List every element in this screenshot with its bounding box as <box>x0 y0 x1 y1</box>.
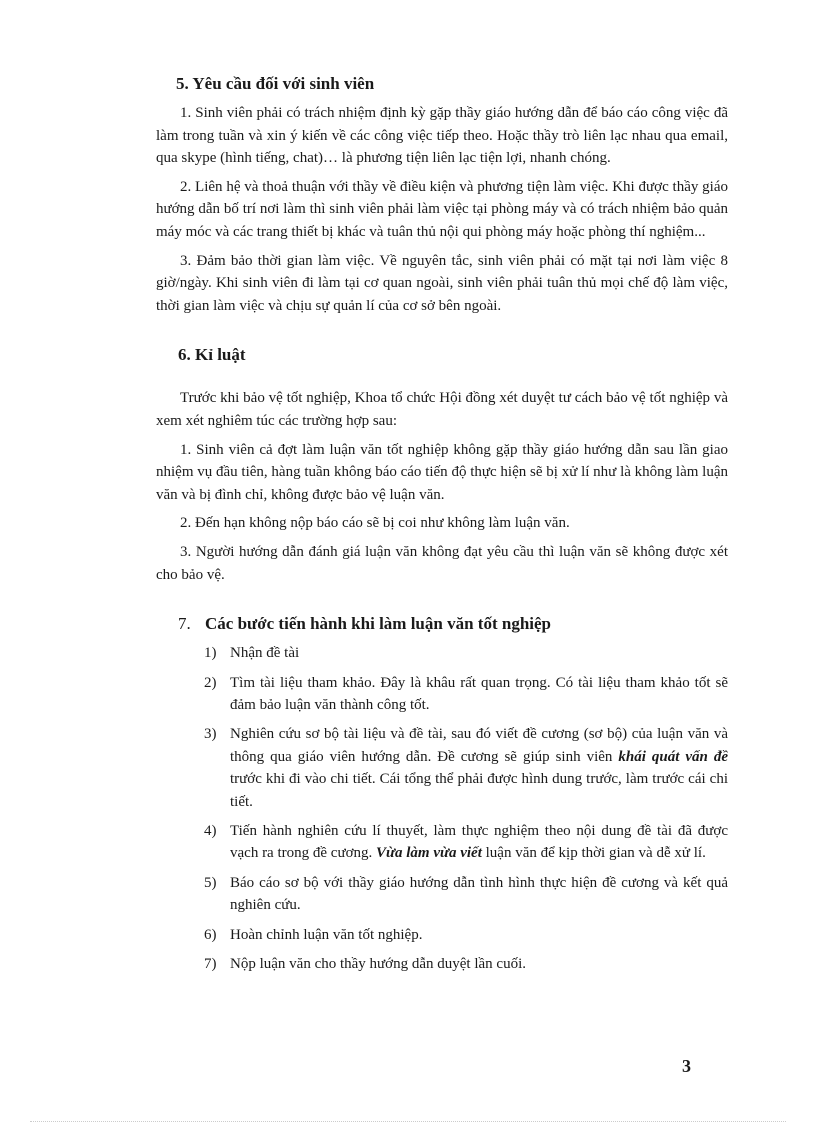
list-item-text: Nghiên cứu sơ bộ tài liệu và đề tài, sau đó viết đề cương (sơ bộ) của luận văn và thông qua giáo viên hướng dẫn. Đề cương sẽ giúp sinh viên <box>230 726 728 765</box>
page-content <box>156 72 728 982</box>
list-item-marker: 7) <box>204 955 217 972</box>
section-6-intro: Trước khi bảo vệ tốt nghiệp, Khoa tổ chức Hội đồng xét duyệt tư cách bảo vệ tốt nghiệp và xem xét nghiêm túc các trường hợp sau: <box>156 390 728 429</box>
section-5-paragraph: 2. Liên hệ và thoả thuận với thầy về điều kiện và phương tiện làm việc. Khi được thầy giáo hướng dẫn bố trí nơi làm thì sinh viên phải làm việc tại phòng máy và có trách nhiệm bảo quản máy móc và các trang thiết bị khác và tuân thủ nội qui phòng máy hoặc phòng thí nghiệm... <box>156 178 728 240</box>
list-item-text: Báo cáo sơ bộ với thầy giáo hướng dẫn tình hình thực hiện đề cương và kết quả nghiên cứu. <box>230 874 728 914</box>
section-6-heading: 6. Kỉ luật <box>178 345 246 365</box>
list-item-marker: 1) <box>204 645 217 662</box>
section-7-heading <box>156 612 728 636</box>
section-6-paragraph: 2. Đến hạn không nộp báo cáo sẽ bị coi như không làm luận văn. <box>180 515 570 532</box>
list-item-text: Tìm tài liệu tham khảo. Đây là khâu rất quan trọng. Có tài liệu tham khảo tốt sẽ đảm bảo luận văn thành công tốt. <box>230 674 728 713</box>
emphasis-text: khái quát vấn đề <box>618 748 728 765</box>
list-item <box>204 924 728 946</box>
section-5-heading: 5. Yêu cầu đối với sinh viên <box>176 74 375 93</box>
list-item-text: trước khi đi vào chi tiết. Cái tổng thể phải được hình dung trước, làm trước cái chi tiết. <box>230 771 728 810</box>
list-item-text: Nộp luận văn cho thầy hướng dẫn duyệt lần cuối. <box>230 955 526 972</box>
section-5-paragraph: 1. Sinh viên phải có trách nhiệm định kỳ gặp thầy giáo hướng dẫn để báo cáo công việc đã làm trong tuần và xin ý kiến về các công việc tiếp theo. Hoặc thầy trò liên lạc nhau qua email, qua skype (hình tiếng, chat)… là phương tiện liên lạc tiện lợi, nhanh chóng. <box>156 105 728 167</box>
list-item <box>204 642 728 664</box>
list-item-text: Tiến hành nghiên cứu lí thuyết, làm thực nghiệm theo nội dung đề tài đã được vạch ra trong đề cương. <box>230 822 728 862</box>
section-5-paragraph: 3. Đảm bảo thời gian làm việc. Về nguyên tắc, sinh viên phải có mặt tại nơi làm việc 8 giờ/ngày. Khi sinh viên đi làm tại cơ quan ngoài, sinh viên phải tuân thủ mọi chế độ làm việc, thời gian làm việc và chịu sự quản lí của cơ sở bên ngoài. <box>156 252 728 314</box>
list-item-marker: 3) <box>204 726 217 743</box>
list-item-marker: 6) <box>204 926 217 943</box>
section-7-number: 7. <box>178 614 191 634</box>
section-7-title: Các bước tiến hành khi làm luận văn tốt nghiệp <box>205 614 551 634</box>
section-6-paragraph: 1. Sinh viên cả đợt làm luận văn tốt nghiệp không gặp thầy giáo hướng dẫn sau lần giao nhiệm vụ đầu tiên, hàng tuần không báo cáo tiến độ thực hiện sẽ bị xử lí như là không làm luận văn và bị đình chỉ, không được bảo vệ luận văn. <box>156 441 728 503</box>
list-item-text: Nhận đề tài <box>230 645 300 662</box>
page-number: 3 <box>682 1056 691 1076</box>
list-item-text: luận văn để kịp thời gian và dễ xử lí. <box>481 845 706 862</box>
list-item-marker: 4) <box>204 822 217 839</box>
list-item-text: Hoàn chỉnh luận văn tốt nghiệp. <box>230 926 423 943</box>
list-item <box>204 723 728 813</box>
section-6-paragraph: 3. Người hướng dẫn đánh giá luận văn không đạt yêu cầu thì luận văn sẽ không được xét cho bảo vệ. <box>156 543 728 583</box>
page-bottom-divider <box>30 1121 786 1122</box>
list-item <box>204 953 728 975</box>
list-item-marker: 2) <box>204 674 217 691</box>
list-item <box>204 872 728 917</box>
list-item <box>204 820 728 865</box>
list-item <box>204 672 728 717</box>
emphasis-text: Vừa làm vừa viết <box>376 845 482 862</box>
list-item-marker: 5) <box>204 874 217 891</box>
steps-list <box>156 642 728 975</box>
